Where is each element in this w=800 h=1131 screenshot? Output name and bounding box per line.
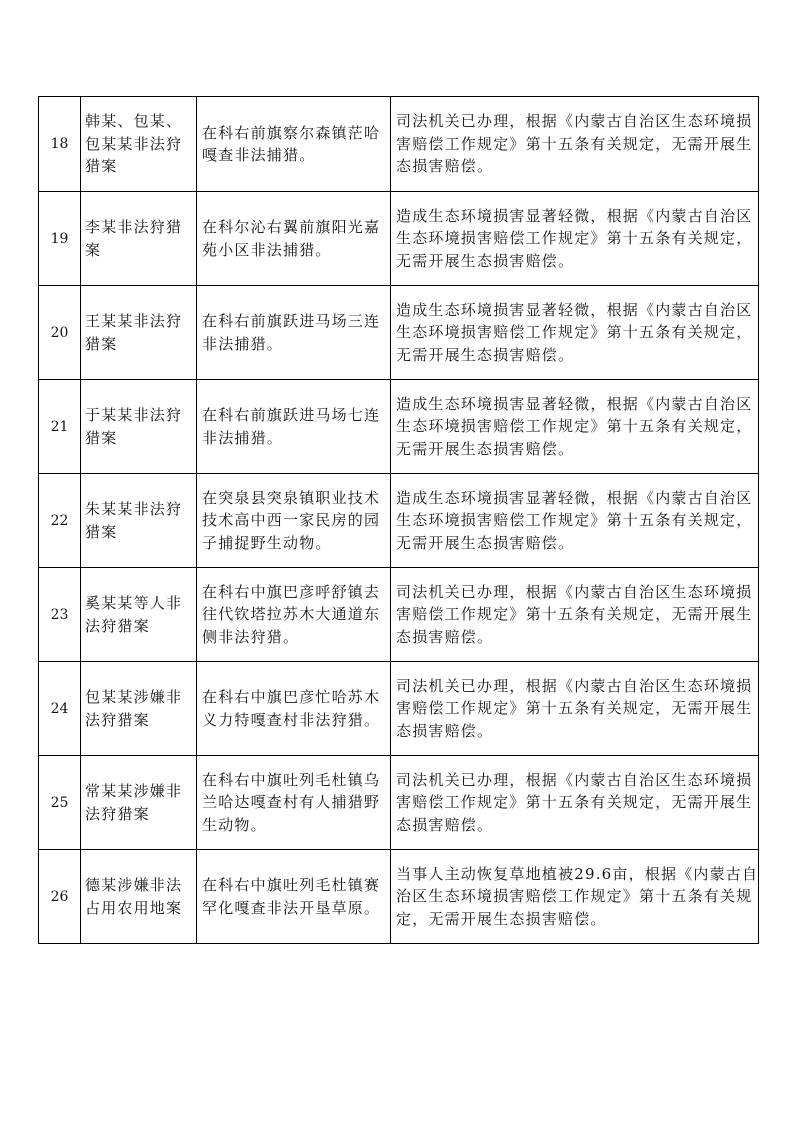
case-result-line: 害赔偿工作规定》第十五条有关规定，无需开展生 bbox=[396, 134, 753, 153]
case-result-line: 无需开展生态损害赔偿。 bbox=[396, 251, 575, 270]
case-number: 22 bbox=[50, 512, 69, 529]
case-name-line: 朱某某非法狩 bbox=[85, 500, 183, 518]
case-location-line: 罕化嘎查非法开垦草原。 bbox=[202, 898, 381, 917]
table-row bbox=[39, 567, 758, 661]
case-result-line: 害赔偿工作规定》第十五条有关规定，无需开展生 bbox=[396, 793, 753, 812]
case-location-line: 技术高中西一家民房的园 bbox=[202, 511, 381, 530]
case-location-line: 往代钦塔拉苏木大通道东 bbox=[202, 605, 381, 624]
case-result-line: 生态环境损害赔偿工作规定》第十五条有关规定， bbox=[396, 323, 753, 342]
case-result-cell bbox=[390, 97, 758, 191]
table-row bbox=[39, 661, 758, 755]
case-number-cell bbox=[39, 756, 80, 849]
case-number-cell bbox=[39, 286, 80, 379]
case-location-line: 非法捕猎。 bbox=[202, 334, 284, 353]
case-name-cell bbox=[80, 286, 196, 379]
case-location-line: 在科右前旗跃进马场三连 bbox=[202, 312, 381, 330]
table-row bbox=[39, 285, 758, 379]
case-result-cell bbox=[390, 192, 758, 285]
case-location-cell bbox=[196, 192, 390, 285]
case-location-line: 在科右前旗跃进马场七连 bbox=[202, 406, 381, 424]
case-location-line: 兰哈达嘎查村有人捕猎野 bbox=[202, 793, 381, 812]
case-result-line: 无需开展生态损害赔偿。 bbox=[396, 439, 575, 458]
case-result-cell bbox=[390, 380, 758, 473]
case-result-line: 害赔偿工作规定》第十五条有关规定，无需开展生 bbox=[396, 605, 753, 624]
case-location-line: 非法捕猎。 bbox=[202, 428, 284, 447]
case-name-cell bbox=[80, 850, 196, 943]
case-result-line: 定，无需开展生态损害赔偿。 bbox=[396, 909, 607, 928]
case-name-line: 奚某某等人非 bbox=[85, 594, 183, 612]
case-name-line: 常某某涉嫌非 bbox=[85, 782, 183, 800]
case-number-cell bbox=[39, 380, 80, 473]
table-row bbox=[39, 191, 758, 285]
case-name-line: 猎案 bbox=[85, 157, 118, 176]
case-name-cell bbox=[80, 192, 196, 285]
case-result-line: 司法机关已办理，根据《内蒙古自治区生态环境损 bbox=[396, 770, 753, 789]
case-location-line: 子捕捉野生动物。 bbox=[202, 533, 332, 552]
case-name-line: 猎案 bbox=[85, 522, 118, 541]
case-name-line: 猎案 bbox=[85, 428, 118, 447]
table-row bbox=[39, 379, 758, 473]
case-result-cell bbox=[390, 474, 758, 567]
case-location-line: 在科右中旗巴彦忙哈苏木 bbox=[202, 688, 381, 706]
case-result-line: 态损害赔偿。 bbox=[396, 627, 494, 646]
case-name-line: 占用农用地案 bbox=[85, 898, 183, 917]
case-location-cell bbox=[196, 568, 390, 661]
case-location-cell bbox=[196, 97, 390, 191]
case-location-line: 在科尔沁右翼前旗阳光嘉 bbox=[202, 218, 381, 236]
case-name-line: 包某某非法狩 bbox=[85, 134, 183, 153]
case-location-cell bbox=[196, 850, 390, 943]
case-location-line: 在科右中旗吐列毛杜镇乌 bbox=[202, 770, 381, 789]
case-location-cell bbox=[196, 662, 390, 755]
case-number-cell bbox=[39, 850, 80, 943]
case-number: 24 bbox=[50, 700, 69, 717]
case-result-line: 生态环境损害赔偿工作规定》第十五条有关规定， bbox=[396, 229, 753, 248]
case-result-cell bbox=[390, 568, 758, 661]
case-name-cell bbox=[80, 380, 196, 473]
case-location-line: 生动物。 bbox=[202, 815, 267, 834]
case-result-line: 当事人主动恢复草地植被29.6亩，根据《内蒙古自 bbox=[396, 864, 758, 883]
table-row bbox=[39, 755, 758, 849]
case-number: 21 bbox=[50, 418, 69, 435]
table-row bbox=[39, 97, 758, 191]
case-table bbox=[38, 96, 759, 944]
case-name-line: 法狩猎案 bbox=[85, 710, 150, 729]
case-result-line: 治区生态环境损害赔偿工作规定》第十五条有关规 bbox=[396, 887, 753, 906]
case-result-line: 害赔偿工作规定》第十五条有关规定，无需开展生 bbox=[396, 699, 753, 718]
case-name-line: 德某涉嫌非法 bbox=[85, 876, 183, 894]
case-result-line: 造成生态环境损害显著轻微，根据《内蒙古自治区 bbox=[396, 488, 753, 507]
case-number-cell bbox=[39, 474, 80, 567]
case-location-line: 在科右中旗吐列毛杜镇赛 bbox=[202, 876, 381, 894]
case-location-cell bbox=[196, 286, 390, 379]
case-number: 19 bbox=[50, 230, 69, 247]
case-result-cell bbox=[390, 850, 758, 943]
case-name-line: 王某某非法狩 bbox=[85, 312, 183, 330]
case-result-line: 生态环境损害赔偿工作规定》第十五条有关规定， bbox=[396, 511, 753, 530]
case-location-line: 义力特嘎查村非法狩猎。 bbox=[202, 710, 381, 729]
case-result-cell bbox=[390, 756, 758, 849]
case-location-line: 在科右前旗察尔森镇茫哈 bbox=[202, 123, 381, 142]
case-result-cell bbox=[390, 286, 758, 379]
case-name-line: 韩某、包某、 bbox=[85, 112, 183, 131]
case-location-cell bbox=[196, 756, 390, 849]
case-location-cell bbox=[196, 474, 390, 567]
case-number: 18 bbox=[50, 136, 69, 152]
case-result-line: 态损害赔偿。 bbox=[396, 815, 494, 834]
case-number: 20 bbox=[50, 324, 69, 341]
case-result-line: 司法机关已办理，根据《内蒙古自治区生态环境损 bbox=[396, 582, 753, 601]
case-result-line: 无需开展生态损害赔偿。 bbox=[396, 533, 575, 552]
case-number-cell bbox=[39, 662, 80, 755]
case-number-cell bbox=[39, 192, 80, 285]
case-number: 26 bbox=[50, 888, 69, 905]
case-name-cell bbox=[80, 756, 196, 849]
case-name-line: 法狩猎案 bbox=[85, 804, 150, 823]
case-name-line: 李某非法狩猎 bbox=[85, 218, 183, 236]
case-location-line: 在突泉县突泉镇职业技术 bbox=[202, 488, 381, 507]
case-name-cell bbox=[80, 568, 196, 661]
table-row bbox=[39, 849, 758, 943]
case-result-line: 生态环境损害赔偿工作规定》第十五条有关规定， bbox=[396, 417, 753, 436]
case-result-line: 造成生态环境损害显著轻微，根据《内蒙古自治区 bbox=[396, 394, 753, 413]
case-name-line: 法狩猎案 bbox=[85, 616, 150, 635]
case-name-line: 猎案 bbox=[85, 334, 118, 353]
case-result-line: 司法机关已办理，根据《内蒙古自治区生态环境损 bbox=[396, 112, 753, 131]
case-name-line: 包某某涉嫌非 bbox=[85, 688, 183, 706]
case-result-line: 态损害赔偿。 bbox=[396, 157, 494, 176]
case-name-line: 案 bbox=[85, 240, 102, 259]
case-location-cell bbox=[196, 380, 390, 473]
case-number: 23 bbox=[50, 606, 69, 623]
case-location-line: 侧非法狩猎。 bbox=[202, 627, 300, 646]
case-name-line: 于某某非法狩 bbox=[85, 406, 183, 424]
case-number: 25 bbox=[50, 794, 69, 811]
case-location-line: 在科右中旗巴彦呼舒镇去 bbox=[202, 582, 381, 601]
case-number-cell bbox=[39, 97, 80, 191]
case-result-cell bbox=[390, 662, 758, 755]
case-result-line: 造成生态环境损害显著轻微，根据《内蒙古自治区 bbox=[396, 300, 753, 319]
case-result-line: 无需开展生态损害赔偿。 bbox=[396, 345, 575, 364]
case-name-cell bbox=[80, 97, 196, 191]
table-row bbox=[39, 473, 758, 567]
case-location-line: 嘎查非法捕猎。 bbox=[202, 146, 316, 164]
case-result-line: 造成生态环境损害显著轻微，根据《内蒙古自治区 bbox=[396, 206, 753, 225]
case-name-cell bbox=[80, 662, 196, 755]
case-result-line: 态损害赔偿。 bbox=[396, 721, 494, 740]
case-number-cell bbox=[39, 568, 80, 661]
case-name-cell bbox=[80, 474, 196, 567]
case-location-line: 苑小区非法捕猎。 bbox=[202, 240, 332, 259]
case-result-line: 司法机关已办理，根据《内蒙古自治区生态环境损 bbox=[396, 676, 753, 695]
